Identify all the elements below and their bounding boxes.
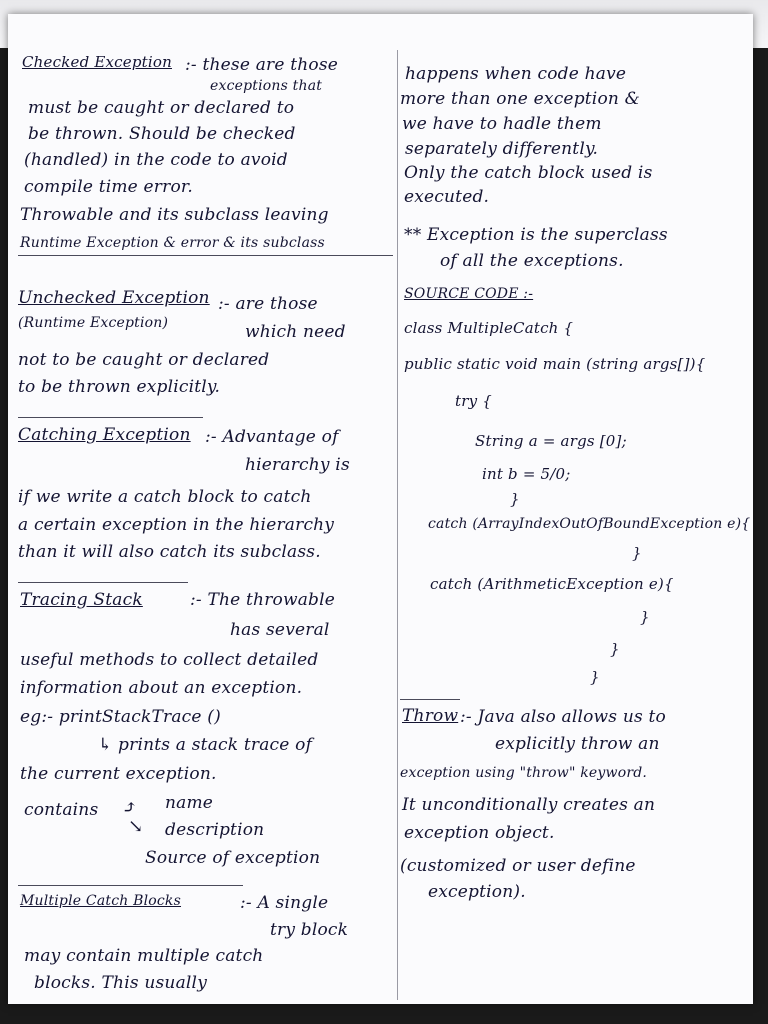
text-line: Throwable and its subclass leaving [20, 205, 329, 225]
text-line: if we write a catch block to catch [18, 487, 312, 507]
text-line: has several [230, 620, 330, 640]
text-line: blocks. This usually [34, 973, 207, 993]
unchecked-subtitle: (Runtime Exception) [18, 315, 169, 331]
contains-item: description [165, 820, 265, 840]
text-line: explicitly throw an [495, 734, 660, 754]
text-line: which need [245, 322, 346, 342]
code-line: } [590, 668, 600, 686]
text-line: Runtime Exception & error & its subclass [20, 235, 325, 251]
text-line: exception using "throw" keyword. [400, 765, 648, 781]
text-line: may contain multiple catch [24, 946, 264, 966]
code-line: class MultipleCatch { [404, 319, 574, 337]
branch-arrow-icon: ↘ [128, 816, 144, 837]
text-line: :- A single [240, 893, 329, 913]
throw-heading: Throw [402, 706, 459, 726]
code-line: public static void main (string args[]){ [404, 355, 706, 373]
contains-label: contains [24, 800, 99, 820]
tracing-stack-heading: Tracing Stack [20, 590, 143, 610]
text-line: It unconditionally creates an [402, 795, 656, 815]
text-line: be thrown. Should be checked [28, 124, 296, 144]
section-underline [18, 417, 203, 418]
text-line: must be caught or declared to [28, 98, 295, 118]
code-line: catch (ArrayIndexOutOfBoundException e){ [428, 516, 751, 532]
text-line: exception). [428, 882, 526, 902]
text-line: :- Java also allows us to [460, 707, 666, 727]
checked-exception-heading: Checked Exception [22, 53, 172, 71]
code-line: } [610, 640, 620, 658]
text-line: information about an exception. [20, 678, 303, 698]
unchecked-exception-heading: Unchecked Exception [18, 288, 210, 308]
text-line: executed. [404, 187, 490, 207]
source-code-heading: SOURCE CODE :- [404, 286, 534, 302]
text-line: exceptions that [210, 78, 323, 94]
text-line: a certain exception in the hierarchy [18, 515, 335, 535]
text-line: we have to hadle them [402, 114, 602, 134]
text-line: try block [270, 920, 349, 940]
text-line: exception object. [404, 823, 555, 843]
text-line: hierarchy is [245, 455, 350, 475]
code-line: try { [455, 392, 492, 410]
branch-arrow-icon: ⤴ [122, 797, 138, 818]
text-line: not to be caught or declared [18, 350, 270, 370]
text-line: ** Exception is the superclass [404, 225, 668, 245]
text-line: :- these are those [185, 55, 339, 75]
code-line: String a = args [0]; [475, 432, 627, 450]
text-line: Only the catch block used is [404, 163, 653, 183]
text-line: useful methods to collect detailed [20, 650, 319, 670]
code-line: catch (ArithmeticException e){ [430, 575, 674, 593]
text-line: the current exception. [20, 764, 217, 784]
multiple-catch-heading: Multiple Catch Blocks [20, 893, 182, 909]
catching-exception-heading: Catching Exception [18, 425, 191, 445]
text-line: :- The throwable [190, 590, 336, 610]
text-line: ↳ prints a stack trace of [98, 735, 313, 755]
text-line: eg:- printStackTrace () [20, 707, 221, 727]
text-line: :- are those [218, 294, 318, 314]
text-line: (customized or user define [400, 856, 636, 876]
text-line: separately differently. [405, 139, 599, 159]
code-line: } [632, 544, 642, 562]
code-line: } [640, 608, 650, 626]
text-line: (handled) in the code to avoid [24, 150, 288, 170]
text-line: :- Advantage of [205, 427, 339, 447]
column-divider [397, 50, 398, 1000]
text-line: compile time error. [24, 177, 193, 197]
text-line: more than one exception & [400, 89, 640, 109]
text-line: of all the exceptions. [440, 251, 624, 271]
code-line: } [510, 490, 520, 508]
text-line: happens when code have [405, 64, 627, 84]
section-underline [18, 885, 243, 886]
section-underline [400, 699, 460, 700]
section-underline [18, 255, 393, 256]
code-line: int b = 5/0; [482, 465, 571, 483]
contains-item: Source of exception [145, 848, 321, 868]
text-line: than it will also catch its subclass. [18, 542, 321, 562]
text-line: to be thrown explicitly. [18, 377, 221, 397]
contains-item: name [165, 793, 214, 813]
section-underline [18, 582, 188, 583]
